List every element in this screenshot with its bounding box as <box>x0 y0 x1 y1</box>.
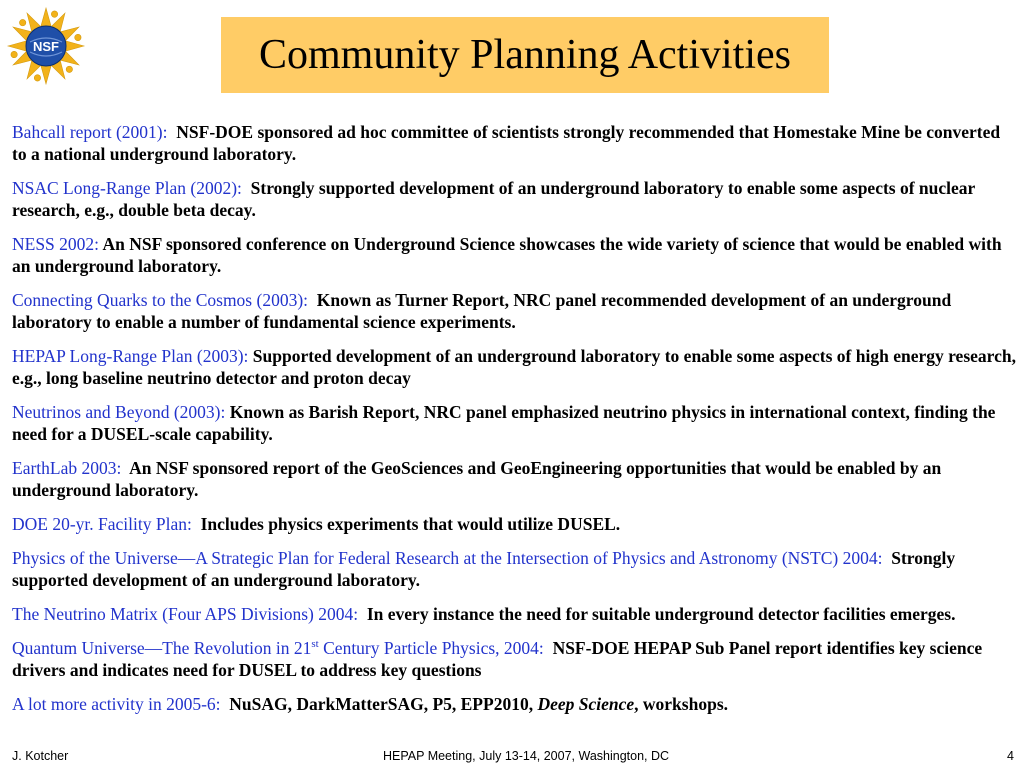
item-head-sup: st <box>311 638 319 651</box>
item-body: An NSF sponsored conference on Underground Science showcases the wide variety of science that would be enabled with an underground laboratory. <box>12 234 1002 276</box>
item-head <box>12 638 544 658</box>
item-head: NSAC Long-Range Plan (2002): <box>12 178 242 198</box>
item-body: Known as Barish Report, NRC panel emphasized neutrino physics in international context, finding the need for a DUSEL-scale capability. <box>12 402 996 444</box>
footer-meeting: HEPAP Meeting, July 13-14, 2007, Washington, DC <box>383 749 670 763</box>
logo-text: NSF <box>33 39 59 54</box>
item-body: Strongly supported development of an underground laboratory to enable some aspects of nuclear research, e.g., double beta decay. <box>12 178 975 220</box>
activity-list <box>12 121 1018 715</box>
item-head: DOE 20-yr. Facility Plan: <box>12 514 192 534</box>
list-item <box>12 637 1018 681</box>
footer-author: J. Kotcher <box>12 749 69 763</box>
item-body: An NSF sponsored report of the GeoSciences and GeoEngineering opportunities that would be enabled by an underground laboratory. <box>12 458 942 500</box>
page-title: Community Planning Activities <box>258 32 791 78</box>
item-body: NSF-DOE HEPAP Sub Panel report identifies key science drivers and indicates need for DUSEL to address key questions <box>12 638 983 680</box>
list-item <box>12 457 1018 501</box>
list-item <box>12 289 1018 333</box>
list-item <box>12 345 1018 389</box>
item-body: NSF-DOE sponsored ad hoc committee of scientists strongly recommended that Homestake Mine be converted to a national underground laboratory. <box>12 122 1001 164</box>
item-body: Includes physics experiments that would utilize DUSEL. <box>200 514 621 534</box>
item-head-post: Century Particle Physics, 2004: <box>318 638 544 658</box>
item-head: The Neutrino Matrix (Four APS Divisions) 2004: <box>12 604 359 624</box>
list-item <box>12 603 1018 625</box>
item-head: Bahcall report (2001): <box>12 122 168 142</box>
page-number: 4 <box>1007 749 1014 763</box>
list-item <box>12 177 1018 221</box>
item-head: EarthLab 2003: <box>12 458 122 478</box>
footer <box>0 747 1024 767</box>
item-body: In every instance the need for suitable underground detector facilities emerges. <box>366 604 956 624</box>
item-head: NESS 2002: <box>12 234 100 254</box>
item-body: Strongly supported development of an underground laboratory. <box>12 548 956 590</box>
title-box <box>221 17 829 93</box>
list-item <box>12 121 1018 165</box>
item-head: A lot more activity in 2005-6: <box>12 694 221 714</box>
item-body <box>229 694 728 714</box>
item-body-pre: NuSAG, DarkMatterSAG, P5, EPP2010, <box>229 694 538 714</box>
item-head: HEPAP Long-Range Plan (2003): <box>12 346 249 366</box>
nsf-logo-icon <box>6 6 86 86</box>
item-head: Physics of the Universe—A Strategic Plan for Federal Research at the Intersection of Physics and Astronomy (NSTC) 2004: <box>12 548 883 568</box>
item-head-pre: Quantum Universe—The Revolution in 21 <box>12 638 312 658</box>
list-item <box>12 233 1018 277</box>
item-body-italic: Deep Science <box>537 694 635 714</box>
list-item <box>12 693 1018 715</box>
item-body: Known as Turner Report, NRC panel recommended development of an underground laboratory to enable a number of fundamental science experiments. <box>12 290 952 332</box>
item-head: Connecting Quarks to the Cosmos (2003): <box>12 290 309 310</box>
list-item <box>12 401 1018 445</box>
list-item <box>12 513 1018 535</box>
item-head: Neutrinos and Beyond (2003): <box>12 402 226 422</box>
item-body-post: , workshops. <box>634 694 729 714</box>
item-body: Supported development of an underground laboratory to enable some aspects of high energy research, e.g., long baseline neutrino detector and proton decay <box>12 346 1016 388</box>
list-item <box>12 547 1018 591</box>
